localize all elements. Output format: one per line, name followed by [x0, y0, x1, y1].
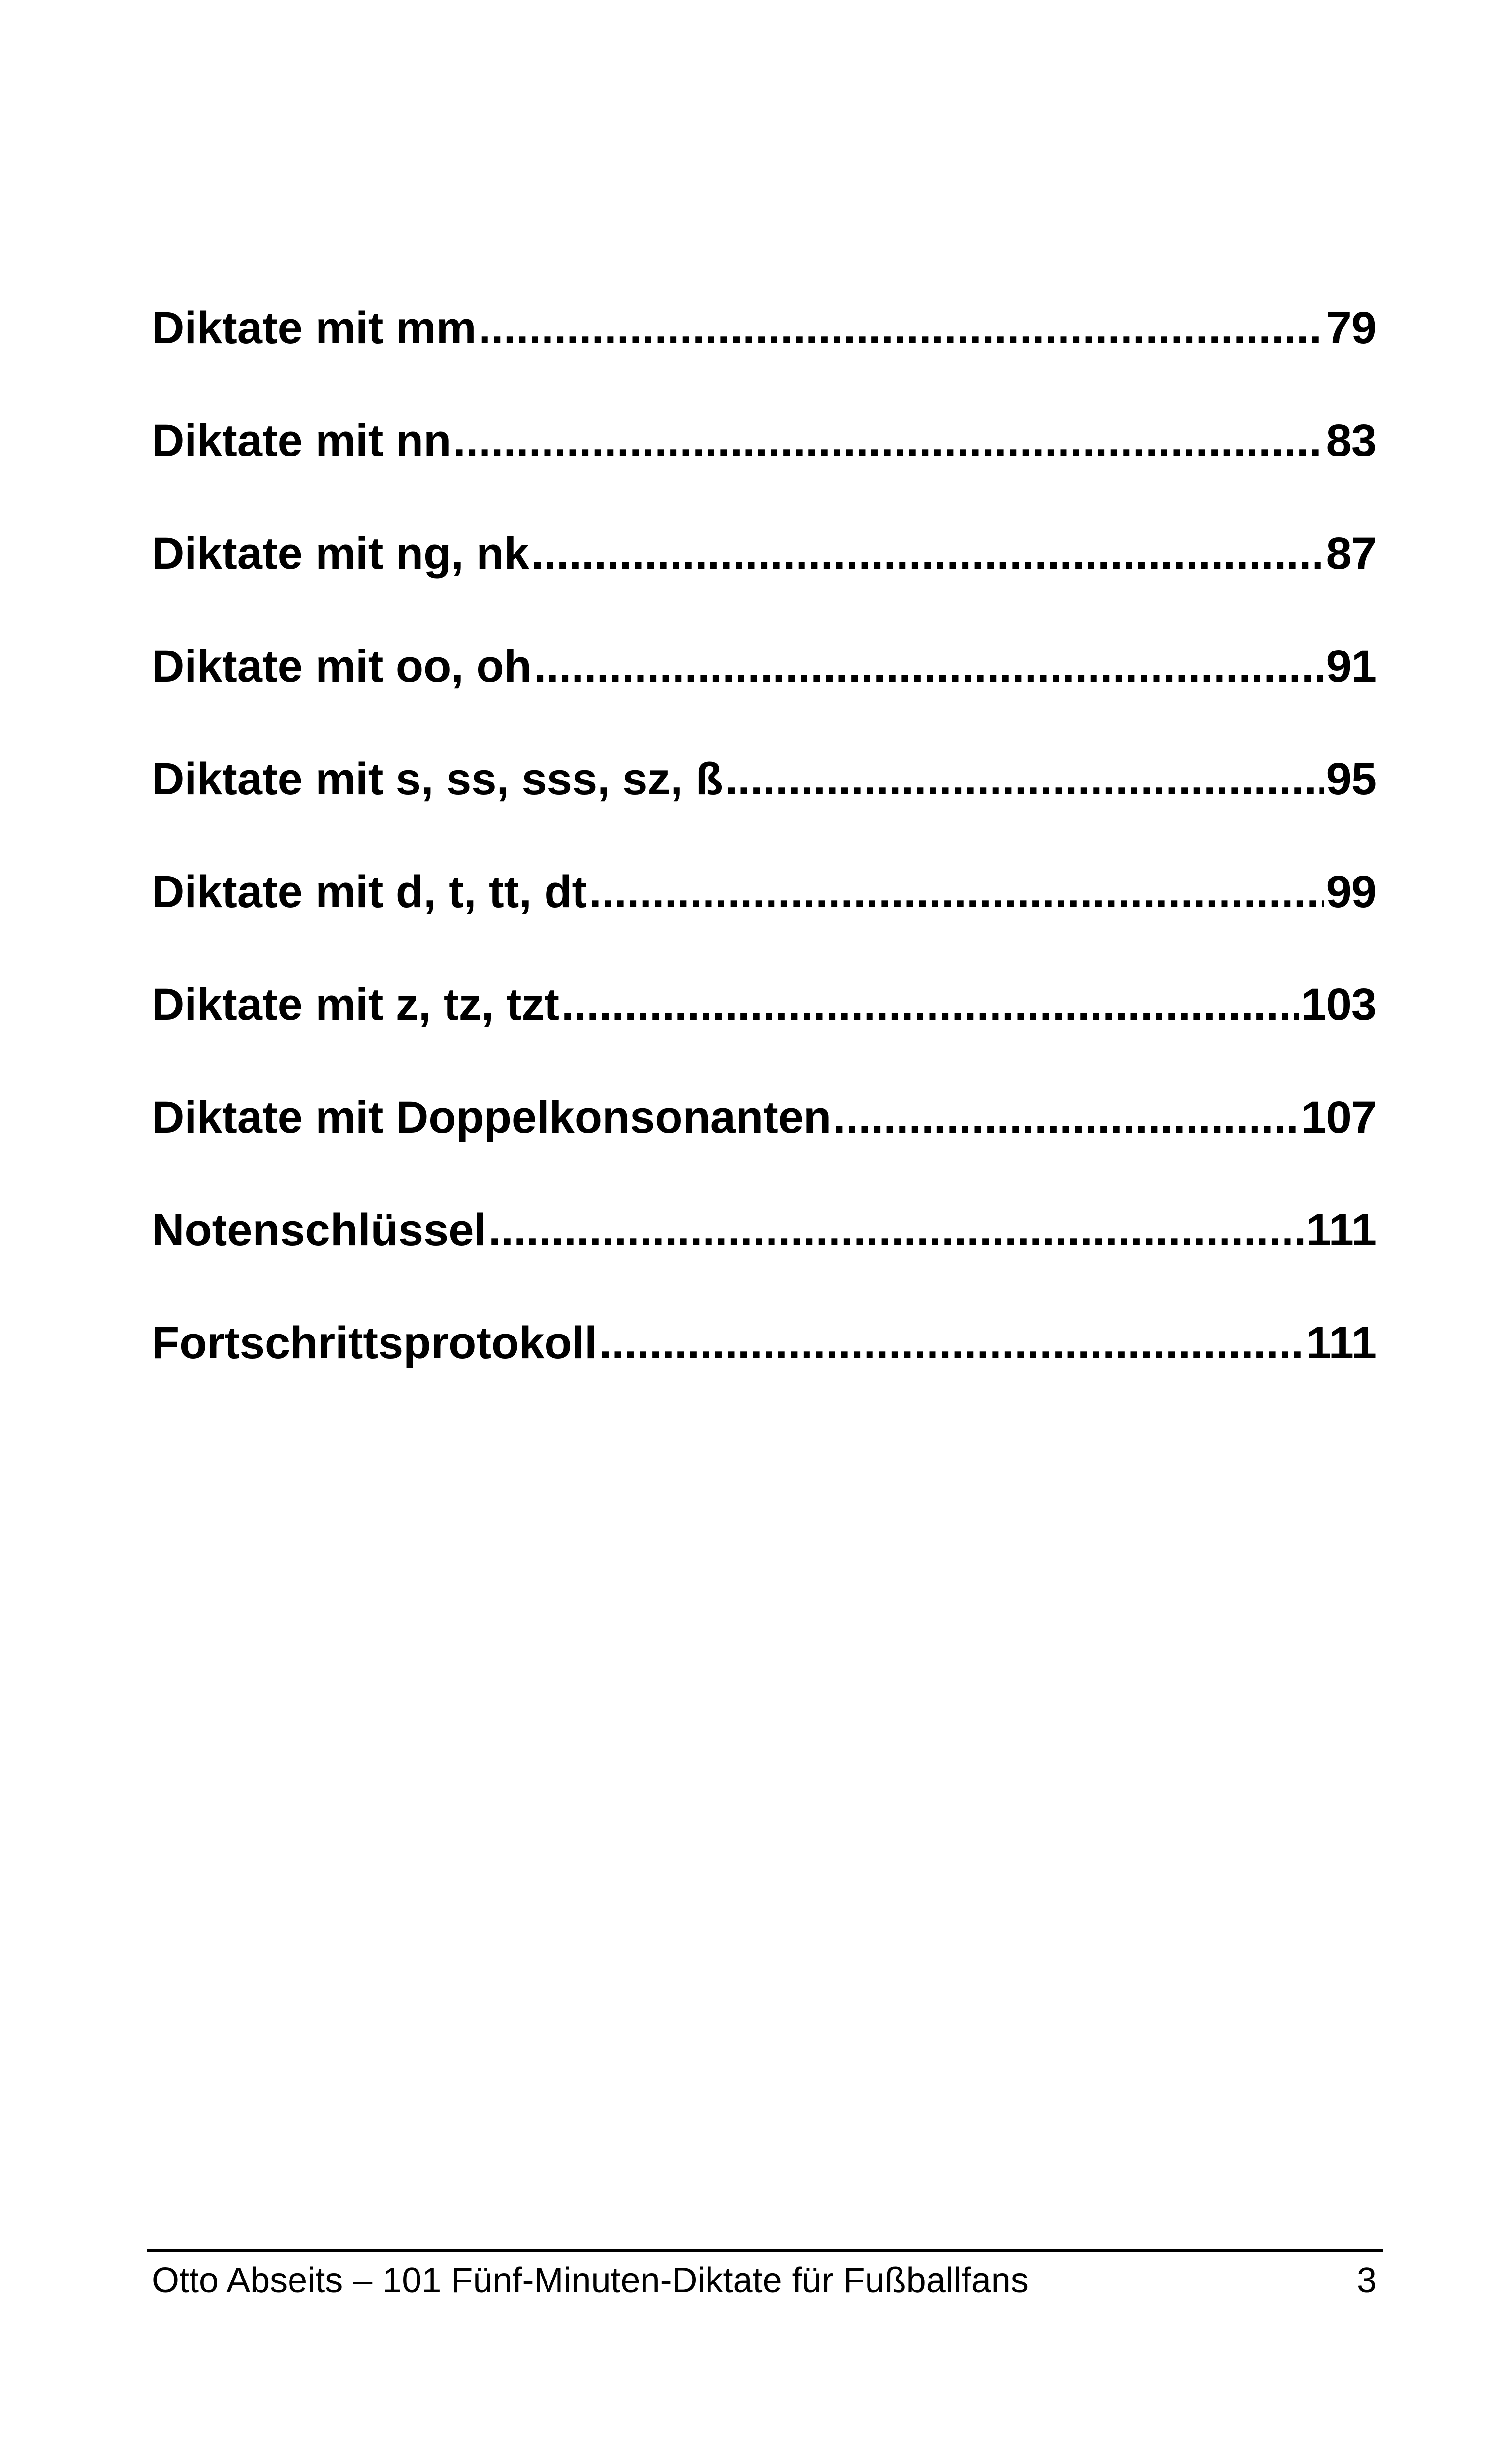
toc-dot-leader — [599, 1320, 1304, 1366]
toc-entry-doppelkonsonanten[interactable] — [152, 1092, 1377, 1207]
toc-entry-title: Diktate mit ng, nk — [152, 528, 529, 579]
toc-entry-z-tz-tzt[interactable] — [152, 979, 1377, 1095]
toc-entry-page: 95 — [1326, 754, 1377, 804]
toc-dot-leader — [561, 982, 1299, 1027]
toc-dot-leader — [453, 418, 1324, 463]
toc-entry-page: 79 — [1326, 303, 1377, 353]
page-footer — [152, 2259, 1377, 2302]
footer-page-number: 3 — [1356, 2261, 1377, 2300]
toc-entry-s-ss-sss-sz[interactable] — [152, 756, 1377, 869]
toc-entry-notenschluessel[interactable] — [152, 1207, 1377, 1320]
toc-entry-title: Diktate mit s, ss, sss, sz, ß — [152, 754, 723, 804]
footer-book-title: Otto Abseits – 101 Fünf-Minuten-Diktate für Fußballfans — [152, 2261, 1029, 2300]
footer-divider — [147, 2249, 1383, 2252]
toc-entry-page: 111 — [1306, 1318, 1377, 1368]
toc-dot-leader — [589, 869, 1324, 914]
toc-dot-leader — [479, 305, 1324, 351]
toc-dot-leader — [534, 644, 1324, 689]
toc-entry-fortschrittsprotokoll[interactable] — [152, 1320, 1377, 1433]
toc-entry-title: Diktate mit mm — [152, 303, 477, 353]
toc-entry-mm[interactable] — [152, 305, 1377, 418]
toc-dot-leader — [488, 1207, 1304, 1253]
toc-entry-title: Diktate mit Doppelkonsonanten — [152, 1092, 832, 1142]
toc-entry-page: 107 — [1301, 1092, 1377, 1142]
toc-entry-page: 83 — [1326, 416, 1377, 466]
toc-entry-page: 91 — [1326, 641, 1377, 691]
toc-entry-title: Notenschlüssel — [152, 1205, 486, 1255]
toc-entry-title: Diktate mit d, t, tt, dt — [152, 867, 587, 917]
toc-entry-d-t-tt-dt[interactable] — [152, 869, 1377, 982]
toc-dot-leader — [833, 1095, 1299, 1140]
toc-entry-page: 87 — [1326, 528, 1377, 579]
toc-entry-title: Diktate mit oo, oh — [152, 641, 532, 691]
toc-entry-title: Diktate mit z, tz, tzt — [152, 979, 560, 1030]
toc-dot-leader — [725, 756, 1324, 802]
toc-entry-title: Diktate mit nn — [152, 416, 451, 466]
toc-entry-oo-oh[interactable] — [152, 641, 1377, 756]
toc-entry-page: 99 — [1326, 867, 1377, 917]
toc-entry-page: 111 — [1306, 1205, 1377, 1255]
toc-entry-title: Fortschrittsprotokoll — [152, 1318, 597, 1368]
toc-entry-ng-nk[interactable] — [152, 528, 1377, 644]
table-of-contents — [152, 305, 1377, 1433]
toc-entry-nn[interactable] — [152, 418, 1377, 531]
toc-dot-leader — [531, 531, 1324, 576]
toc-entry-page: 103 — [1301, 979, 1377, 1030]
